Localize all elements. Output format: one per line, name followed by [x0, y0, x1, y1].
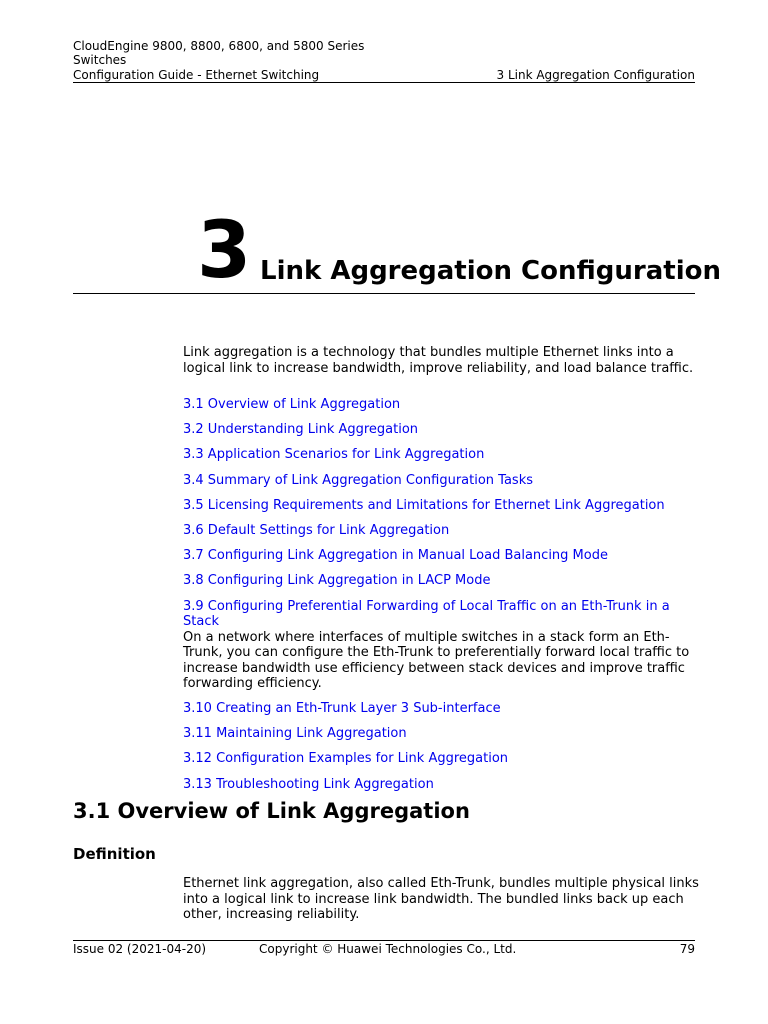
section-body: Ethernet link aggregation, also called Eth-Trunk, bundles multiple physical links into a logical link to increase link bandwidth. The bundled links back up each other, increasing reliability.: [183, 876, 699, 922]
toc-item: [183, 701, 703, 726]
header-product-line2: Switches: [73, 53, 127, 67]
toc-item: [183, 548, 703, 573]
toc-link[interactable]: 3.11 Maintaining Link Aggregation: [183, 726, 407, 742]
header-divider: [73, 82, 695, 83]
toc-link[interactable]: 3.13 Troubleshooting Link Aggregation: [183, 776, 434, 792]
section-title: 3.1 Overview of Link Aggregation: [73, 799, 470, 823]
toc-item: [183, 447, 703, 472]
toc-link[interactable]: 3.1 Overview of Link Aggregation: [183, 397, 401, 412]
footer-page-number: 79: [679, 942, 695, 956]
toc-item: [183, 498, 703, 523]
toc-item: [183, 523, 703, 548]
header-product-line1: CloudEngine 9800, 8800, 6800, and 5800 Series: [73, 39, 365, 53]
toc-item: [183, 599, 703, 692]
toc-item: [183, 473, 703, 498]
chapter-toc: [183, 397, 703, 802]
footer-issue: Issue 02 (2021-04-20): [73, 942, 207, 956]
header-guide-title: Configuration Guide - Ethernet Switching: [73, 68, 320, 82]
toc-item: [183, 751, 703, 776]
toc-link[interactable]: 3.5 Licensing Requirements and Limitations for Ethernet Link Aggregation: [183, 497, 665, 513]
toc-link[interactable]: 3.8 Configuring Link Aggregation in LACP Mode: [183, 573, 491, 589]
toc-link[interactable]: 3.4 Summary of Link Aggregation Configuration Tasks: [183, 472, 534, 488]
toc-item: [183, 573, 703, 598]
chapter-divider: [73, 293, 695, 294]
toc-link[interactable]: 3.10 Creating an Eth-Trunk Layer 3 Sub-interface: [183, 701, 501, 716]
toc-link[interactable]: 3.3 Application Scenarios for Link Aggregation: [183, 447, 485, 463]
subsection-title: Definition: [73, 845, 156, 863]
toc-description: On a network where interfaces of multiple switches in a stack form an Eth-Trunk, you can configure the Eth-Trunk to preferentially forward local traffic to increase bandwidth use efficiency between stack devices and improve traffic forwarding efficiency.: [183, 629, 690, 691]
chapter-title: Link Aggregation Configuration: [260, 256, 721, 286]
toc-link[interactable]: 3.7 Configuring Link Aggregation in Manual Load Balancing Mode: [183, 548, 608, 564]
footer-copyright: Copyright © Huawei Technologies Co., Ltd.: [259, 942, 517, 956]
toc-link[interactable]: 3.9 Configuring Preferential Forwarding of Local Traffic on an Eth-Trunk in a Stack: [183, 598, 670, 629]
toc-item: [183, 726, 703, 751]
toc-link[interactable]: 3.12 Configuration Examples for Link Aggregation: [183, 751, 509, 767]
toc-item: [183, 422, 703, 447]
header-guide-row: [73, 68, 695, 83]
header-chapter-ref: 3 Link Aggregation Configuration: [496, 68, 695, 82]
toc-link[interactable]: 3.2 Understanding Link Aggregation: [183, 422, 419, 438]
toc-link[interactable]: 3.6 Default Settings for Link Aggregation: [183, 522, 450, 538]
toc-item: [183, 397, 703, 422]
chapter-intro: Link aggregation is a technology that bundles multiple Ethernet links into a logical link to increase bandwidth, improve reliability, and load balance traffic.: [183, 345, 694, 376]
chapter-number: 3: [197, 206, 252, 296]
footer-divider: [73, 940, 695, 941]
